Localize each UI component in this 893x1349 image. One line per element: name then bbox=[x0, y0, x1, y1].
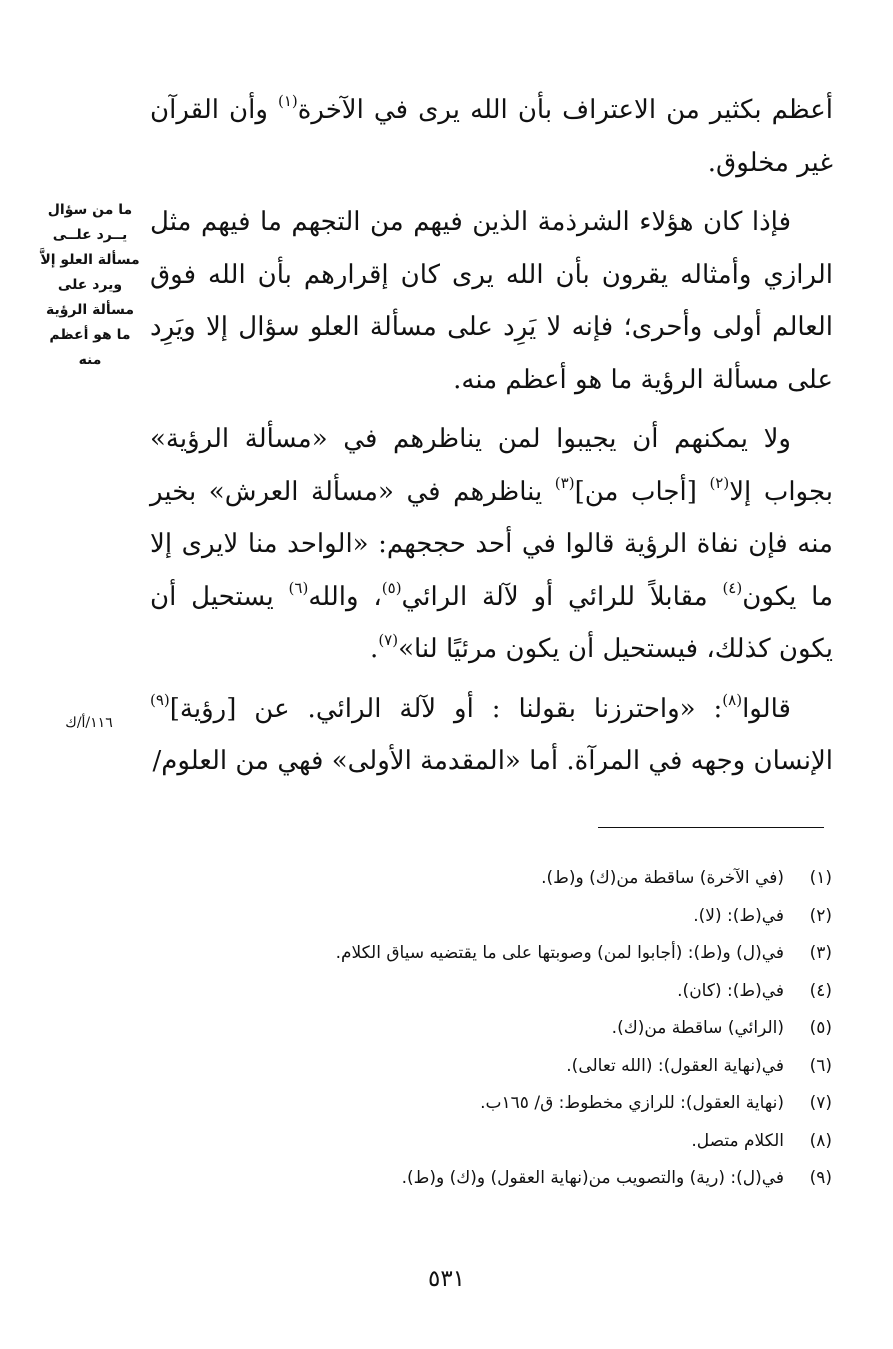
text-run: يستحيل أن يكون كذلك، فيستحيل أن يكون مرئيًا لنا» bbox=[150, 581, 833, 664]
text-run: أعظم بكثير من الاعتراف بأن الله يرى في الآخرة bbox=[297, 95, 833, 125]
footnote-item bbox=[150, 973, 832, 1011]
footnote-text: (الرائي) ساقطة من(ك). bbox=[611, 1018, 784, 1038]
footnote-item bbox=[150, 860, 832, 898]
footnote-number: (٦) bbox=[809, 1055, 832, 1076]
footnote-item bbox=[150, 1010, 832, 1048]
footnote-item bbox=[150, 1160, 832, 1198]
footnote-text: الكلام متصل. bbox=[691, 1130, 784, 1151]
footnotes-list bbox=[150, 860, 832, 1198]
footnote-ref: (٤) bbox=[722, 578, 743, 597]
footnote-number: (٥) bbox=[809, 1018, 832, 1038]
text-run: . bbox=[370, 634, 379, 664]
footnote-ref: (١) bbox=[277, 92, 298, 110]
footnote-number: (٤) bbox=[809, 980, 832, 1001]
footnote-ref: (٩) bbox=[150, 690, 170, 709]
margin-note: ما من سؤال يــرد علــى مسألة العلو إلاَّ ويرد على مسألة الرؤية ما هو أعظم منه bbox=[40, 202, 140, 368]
text-run: : «واحترزنا بقولنا : أو لآلة الرائي. عن [رؤية] bbox=[169, 693, 723, 724]
footnote-ref: (٢) bbox=[709, 473, 730, 492]
paragraph-3 bbox=[150, 413, 833, 676]
paragraph-2 bbox=[150, 196, 833, 406]
text-run: ، والله bbox=[308, 581, 382, 612]
manuscript-page-ref: ١١٦/أ/ك bbox=[65, 715, 113, 731]
footnote-item bbox=[150, 1123, 832, 1161]
paragraph-1 bbox=[150, 84, 833, 189]
text-run: ولا يمكنهم أن يجيبوا لمن يناظرهم في «مسألة الرؤية» بجواب إلا bbox=[150, 424, 834, 507]
page-number: ٥٣١ bbox=[427, 1266, 466, 1292]
footnote-text: في(نهاية العقول): (الله تعالى). bbox=[566, 1055, 784, 1076]
footnote-ref: (٨) bbox=[722, 690, 743, 709]
footnote-text: في(ل): (رية) والتصويب من(نهاية العقول) و(ك) و(ط). bbox=[401, 1168, 784, 1188]
text-run: يناظرهم في «مسألة العرش» بخير منه فإن نفاة الرؤية قالوا في أحد حججهم: «الواحد منا لايرى إلا ما يكون bbox=[150, 476, 833, 612]
text-run: وأن القرآن غير مخلوق. bbox=[150, 95, 833, 178]
text-run: الإنسان وجهه في المرآة. أما «المقدمة الأولى» فهي من العلوم/ bbox=[152, 746, 833, 776]
footnote-text: في(ط): (لا). bbox=[693, 905, 784, 926]
footnote-number: (٩) bbox=[809, 1168, 832, 1188]
footnote-ref: (٥) bbox=[381, 578, 402, 597]
text-run: قالوا bbox=[742, 693, 791, 724]
footnote-text: في(ل) و(ط): (أجابوا لمن) وصوبتها على ما يقتضيه سياق الكلام. bbox=[335, 943, 784, 963]
footnote-item bbox=[150, 1085, 832, 1123]
footnote-item bbox=[150, 898, 832, 936]
footnote-text: (في الآخرة) ساقطة من(ك) و(ط). bbox=[541, 868, 784, 888]
footnote-item bbox=[150, 1048, 832, 1086]
text-run: [أجاب من] bbox=[574, 476, 710, 507]
footnote-ref: (٣) bbox=[554, 473, 575, 492]
footnote-number: (١) bbox=[809, 868, 832, 888]
footnote-divider bbox=[598, 827, 824, 828]
text-run: مقابلاً للرائي أو لآلة الرائي bbox=[401, 581, 723, 612]
footnote-text: (نهاية العقول): للرازي مخطوط: ق/ ١٦٥ب. bbox=[480, 1093, 784, 1113]
text-run: فإذا كان هؤلاء الشرذمة الذين فيهم من التجهم ما فيهم مثل الرازي وأمثاله يقرون بأن الله يرى كان إقرارهم بأن الله فوق العالم أولى وأحرى؛ فإنه لا يَرِد على مسألة العلو سؤال إلا ويَرِد على مسألة الرؤية ما هو أعظم منه. bbox=[150, 207, 833, 395]
footnote-number: (٢) bbox=[809, 905, 832, 926]
main-text bbox=[150, 84, 833, 788]
footnote-ref: (٧) bbox=[378, 631, 399, 649]
paragraph-4 bbox=[150, 683, 833, 788]
footnote-number: (٣) bbox=[809, 943, 832, 963]
footnote-number: (٨) bbox=[809, 1130, 832, 1151]
footnote-text: في(ط): (كان). bbox=[677, 980, 784, 1001]
footnote-ref: (٦) bbox=[288, 578, 309, 597]
footnote-item bbox=[150, 935, 832, 973]
footnote-number: (٧) bbox=[809, 1093, 832, 1113]
